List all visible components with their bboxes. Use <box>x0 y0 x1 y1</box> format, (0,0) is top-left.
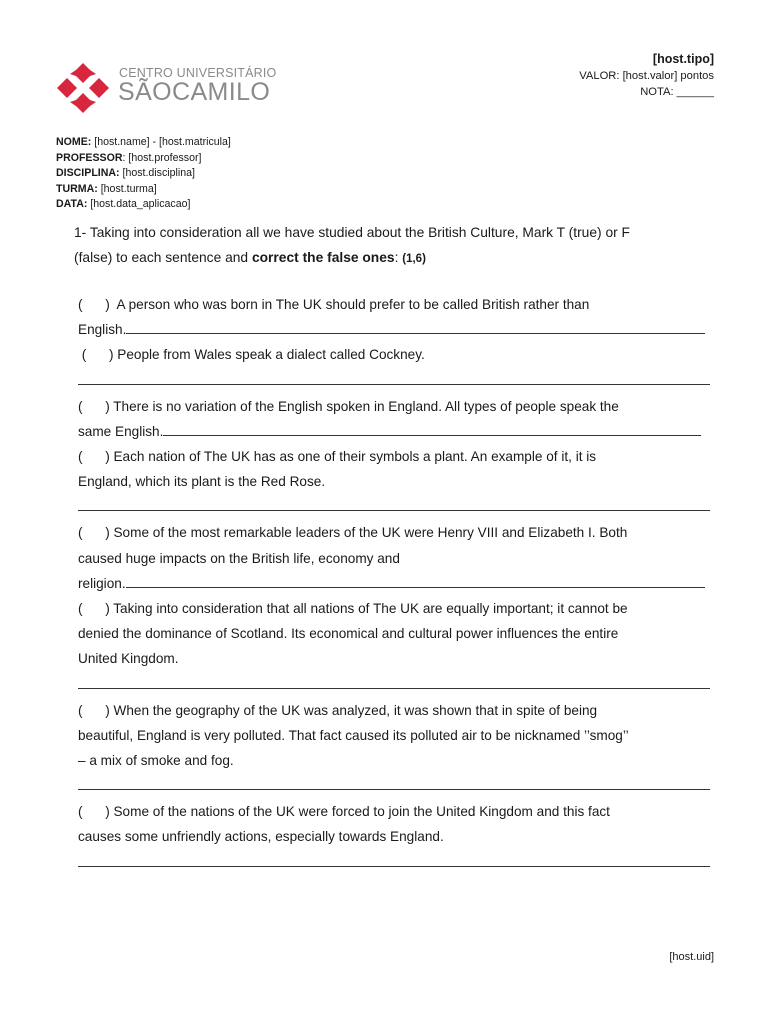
question-line-1: 1- Taking into consideration all we have studied about the British Culture, Mark T (true) or F <box>74 225 630 240</box>
question-line-2: (false) to each sentence and correct the false ones: (1,6) <box>74 250 426 265</box>
statement-7: ( ) When the geography of the UK was analyzed, it was shown that in spite of being beautiful, England is very polluted. That fact caused its polluted air to be nicknamed ’’smog’’ – a mix of smoke and fog. <box>78 698 714 791</box>
discipline-label: DISCIPLINA: <box>56 167 120 179</box>
discipline-row <box>56 166 231 182</box>
date-value: [host.data_aplicacao] <box>87 198 191 210</box>
date-row <box>56 197 231 213</box>
question-prompt <box>74 220 724 272</box>
answer-line[interactable] <box>163 420 701 436</box>
name-label: NOME: <box>56 136 92 148</box>
answer-line[interactable] <box>126 318 705 334</box>
statement-1: ( ) A person who was born in The UK should prefer to be called British rather than English. <box>78 292 714 342</box>
answer-line[interactable] <box>78 850 710 867</box>
header-info <box>579 50 714 100</box>
exam-type: [host.tipo] <box>652 52 714 66</box>
grade-field: NOTA: ______ <box>640 86 714 98</box>
name-row <box>56 135 231 151</box>
statement-4: ( ) Each nation of The UK has as one of their symbols a plant. An example of it, it is England, which its plant is the Red Rose. <box>78 444 714 511</box>
name-value: [host.name] - [host.matricula] <box>91 136 231 148</box>
question-emphasis: correct the false ones <box>251 250 395 265</box>
answer-line[interactable] <box>78 773 710 790</box>
discipline-value: [host.disciplina] <box>119 167 195 179</box>
statement-list <box>80 292 714 876</box>
statement-8: ( ) Some of the nations of the UK were forced to join the United Kingdom and this fact causes some unfriendly actions, especially towards England. <box>78 799 714 866</box>
cross-emblem-icon <box>55 62 111 114</box>
student-info <box>56 135 231 213</box>
statement-3: ( ) There is no variation of the English spoken in England. All types of people speak the same English. <box>78 394 714 444</box>
professor-label: PROFESSOR <box>56 151 123 164</box>
statement-2: ( ) People from Wales speak a dialect called Cockney. <box>78 342 714 384</box>
institution-logo <box>55 62 277 114</box>
statement-6: ( ) Taking into consideration that all nations of The UK are equally important; it cannot be denied the dominance of Scotland. Its economical and cultural power influences the entire United Kingdom. <box>78 596 714 689</box>
answer-line[interactable] <box>78 368 710 385</box>
logo-line-1: CENTRO UNIVERSITÁRIO <box>119 66 277 80</box>
answer-line[interactable] <box>78 672 710 689</box>
logo-line-2: SÃOCAMILO <box>118 78 271 106</box>
statement-5: ( ) Some of the most remarkable leaders of the UK were Henry VIII and Elizabeth I. Both caused huge impacts on the British life, economy and religion. <box>78 520 714 596</box>
exam-value: VALOR: [host.valor] pontos <box>579 70 714 82</box>
question-score: (1,6) <box>402 253 426 265</box>
class-value: [host.turma] <box>97 182 157 195</box>
date-label: DATA: <box>56 198 88 210</box>
document-uid: [host.uid] <box>669 951 714 963</box>
class-label: TURMA: <box>56 182 98 195</box>
answer-line[interactable] <box>126 572 705 588</box>
class-row <box>56 182 231 198</box>
answer-line[interactable] <box>78 494 710 511</box>
professor-value: : [host.professor] <box>122 151 202 164</box>
professor-row <box>56 151 231 167</box>
